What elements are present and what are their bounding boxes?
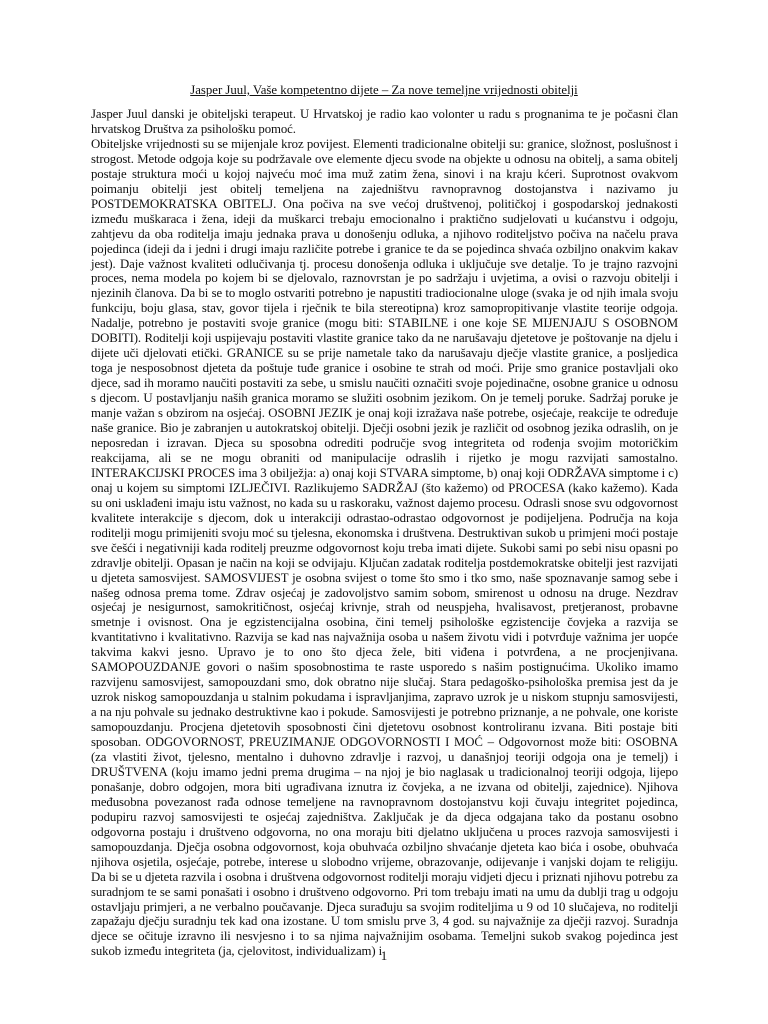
document-title (0, 82, 768, 98)
paragraph-intro: Jasper Juul danski je obiteljski terapeut. U Hrvatskoj je radio kao volonter u radu s prognanima te je počasni član hrvatskog Društva za psihološku pomoć. (91, 107, 678, 136)
paragraph-main: Obiteljske vrijednosti su se mijenjale kroz povijest. Elementi tradicionalne obitelji su: granice, složnost, poslušnost i strogost. Metode odgoja koje su podržavale ove elemente djecu svode na objekte u odnosu na obitelj, a sama obitelj postaje struktura moći u kojoj najveću moć ima muž zatim žena, sinovi i na kraju kćeri. Suprotnost ovakvom poimanju obitelji jest obitelj temeljena na zajedništvu ravnopravnog dostojanstva i nazivamo ju POSTDEMOKRATSKA OBITELJ. Ona počiva na sve većoj društvenoj, političkoj i gospodarskoj jednakosti između muškaraca i žena, ideji da muškarci trebaju emocionalno i praktično sudjelovati u kućanstvu i odgoju, zahtjevu da oba roditelja imaju jednaka prava u donošenju odluka, a njihovo roditeljstvo počiva na načelu prava pojedinca (ideji da i jedni i drugi imaju različite potrebe i granice te da se pojedinca shvaća ozbiljno onakvim kakav jest). Daje važnost kvaliteti odlučivanja tj. procesu donošenja odluka i uključuje sve detalje. To je trajno razvojni proces, nema modela po kojem bi se djelovalo, raznovrstan je po sadržaju i uvjetima, a ovisi o razvoju obitelji i njezinih članova. Da bi se to moglo ostvariti potrebno je napustiti tradiocionalne uloge (svaka je od njih imala svoju funkciju, boju glasa, stav, govor tijela i rječnik te bila stereotipna) kroz samopropitivanje vlastite teorije odgoja. Nadalje, potrebno je postaviti svoje granice (mogu biti: STABILNE i one koje SE MIJENJAJU S OSOBNOM DOBITI). Roditelji koji uspijevaju postaviti vlastite granice tako da ne narušavaju djetetove je poštovanje na djelu i dijete uči djelovati etički. GRANICE su se prije nametale tako da narušavaju dječje vlastite granice, a posljedica toga je nesposobnost djeteta da poštuje tuđe granice i osobine te strah od moći. Prije smo granice postavljali oko djece, sad ih moramo naučiti postaviti za sebe, u smislu naučiti označiti svoje pojedinačne, osobne granice u odnosu s djecom. U postavljanju naših granica moramo se služiti osobnim jezikom. On je temelj poruke. Sadržaj poruke je manje važan s obzirom na osjećaj. OSOBNI JEZIK je onaj koji izražava naše potrebe, osjećaje, reakcije te određuje naše granice. Bio je zabranjen u autokratskoj obitelji. Dječji osobni jezik je različit od osobnog jezika odraslih, on je neposredan i izravan. Djeca su sposobna odrediti područje svog integriteta od rođenja svojim motoričkim reakcijama, ali se ne mogu obraniti od manipulacije odraslih i rijetko je mogu razvijati samostalno. INTERAKCIJSKI PROCES ima 3 obilježja: a) onaj koji STVARA simptome, b) onaj koji ODRŽAVA simptome i c) onaj u kojem su simptomi IZLJEČIVI. Razlikujemo SADRŽAJ (što kažemo) od PROCESA (kako kažemo). Kada su oni usklađeni imaju istu važnost, no kada su u raskoraku, važnost dajemo procesu. Odrasli snose svu odgovornost kvalitete interakcije s djecom, dok u interakciji odrastao-odrastao odgovornost je podijeljena. Područja na koja roditelji mogu primijeniti svoju moć su tjelesna, ekonomska i društvena. Destruktivan sukob u primjeni moći postaje sve češći i negativniji kada roditelj preuzme odgovornost koju treba imati dijete. Sukobi sami po sebi nisu opasni po zdravlje obitelji. Opasan je način na koji se odvijaju. Ključan zadatak roditelja postdemokratske obitelji jest razvijati u djeteta samosvijest. SAMOSVIJEST je osobna svijest o tome što smo i tko smo, naše spoznavanje samog sebe i našeg odnosa prema tome. Zdrav osjećaj je zadovoljstvo samim sobom, smirenost u odnosu na druge. Nezdrav osjećaj je nesigurnost, samokritičnost, osjećaj krivnje, strah od neuspjeha, hvalisavost, pretjeranost, probavne smetnje i ovisnost. Ona je egzistencijalna osobina, čini temelj psihološke egzistencije čovjeka a razvija se kvantitativno i kvalitativno. Razvija se kad nas najvažnija osoba u našem životu vidi i potvrđuje važnima jer uopće takvima kakvi jesno. Upravo je to ono što djeca žele, biti viđena i potvrđena, a ne procjenjivana. SAMOPOUZDANJE govori o našim sposobnostima te raste usporedo s našim postignućima. Ukoliko imamo razvijenu samosvijest, samopouzdani smo, dok obratno nije slučaj. Stara pedagoško-psihološka premisa jest da je uzrok niskog samopouzdanja u stalnim pokudama i ispravljanjima, zapravo uzrok je u niskom stupnju samosvijesti, a na nju pohvale su jednako destruktivne kao i pokude. Samosvijesti je potrebno priznanje, a ne pohvale, one koriste samopouzdanju. Procjena djetetovih sposobnosti čini djetetovu osobnost kontroliranu izvana. Biti postaje biti sposoban. ODGOVORNOST, PREUZIMANJE ODGOVORNOSTI I MOĆ – Odgovornost može biti: OSOBNA (za vlastiti život, tjelesno, mentalno i duhovno zdravlje i razvoj, u današnjoj teoriji odgoja ona je temelj) i DRUŠTVENA (koju imamo jedni prema drugima – na njoj je bio naglasak u tradicionalnoj teoriji odgoja, lijepo ponašanje, dobro odgojen, mora biti ugrađivana iznutra iz čovjeka, a ne izvana od obitelji, zajednice). Njihova međusobna povezanost rađa odnose temeljene na ravnopravnom dostojanstvu koji čuvaju integritet pojedinca, podupiru razvoj samosvijesti te osjećaj zajedništva. Zaključak je da djeca odgajana tako da postanu osobno odgovorna postaju i društveno odgovorna, no ona moraju biti djelatno uključena u proces razvoja samosvijesti i samopouzdanja. Dječja osobna odgovornost, koja obuhvaća ozbiljno shvaćanje djeteta kao bića i osobe, obuhvaća njihova osjetila, osjećaje, potrebe, interese u slobodno vrijeme, obrazovanje, odijevanje i vanjski dojam te religiju. Da bi se u djeteta razvila i osobna i društvena odgovornost roditelji moraju vidjeti djecu i priznati njihovu potrebu za suradnjom te se sami ponašati i osobno i društveno odgovorno. Pri tom trebaju imati na umu da dublji trag u odgoju ostavljaju primjeri, a ne verbalno poučavanje. Djeca surađuju sa svojim roditeljima u 9 od 10 slučajeva, no roditelji zapažaju dječju suradnju tek kad ona izostane. U tom smislu prve 3, 4 god. su najvažnije za dječji razvoj. Suradnja djece se očituje izravno ili nesvjesno i to sa njima najvažnijim osobama. Temeljni sukob svakog pojedinca jest sukob između integriteta (ja, cjelovitost, individualizam) i (91, 136, 678, 959)
document-title-text: Jasper Juul, Vaše kompetentno dijete – Za nove temeljne vrijednosti obitelji (190, 83, 578, 97)
page-number: 1 (380, 948, 388, 963)
document-body (91, 107, 678, 959)
